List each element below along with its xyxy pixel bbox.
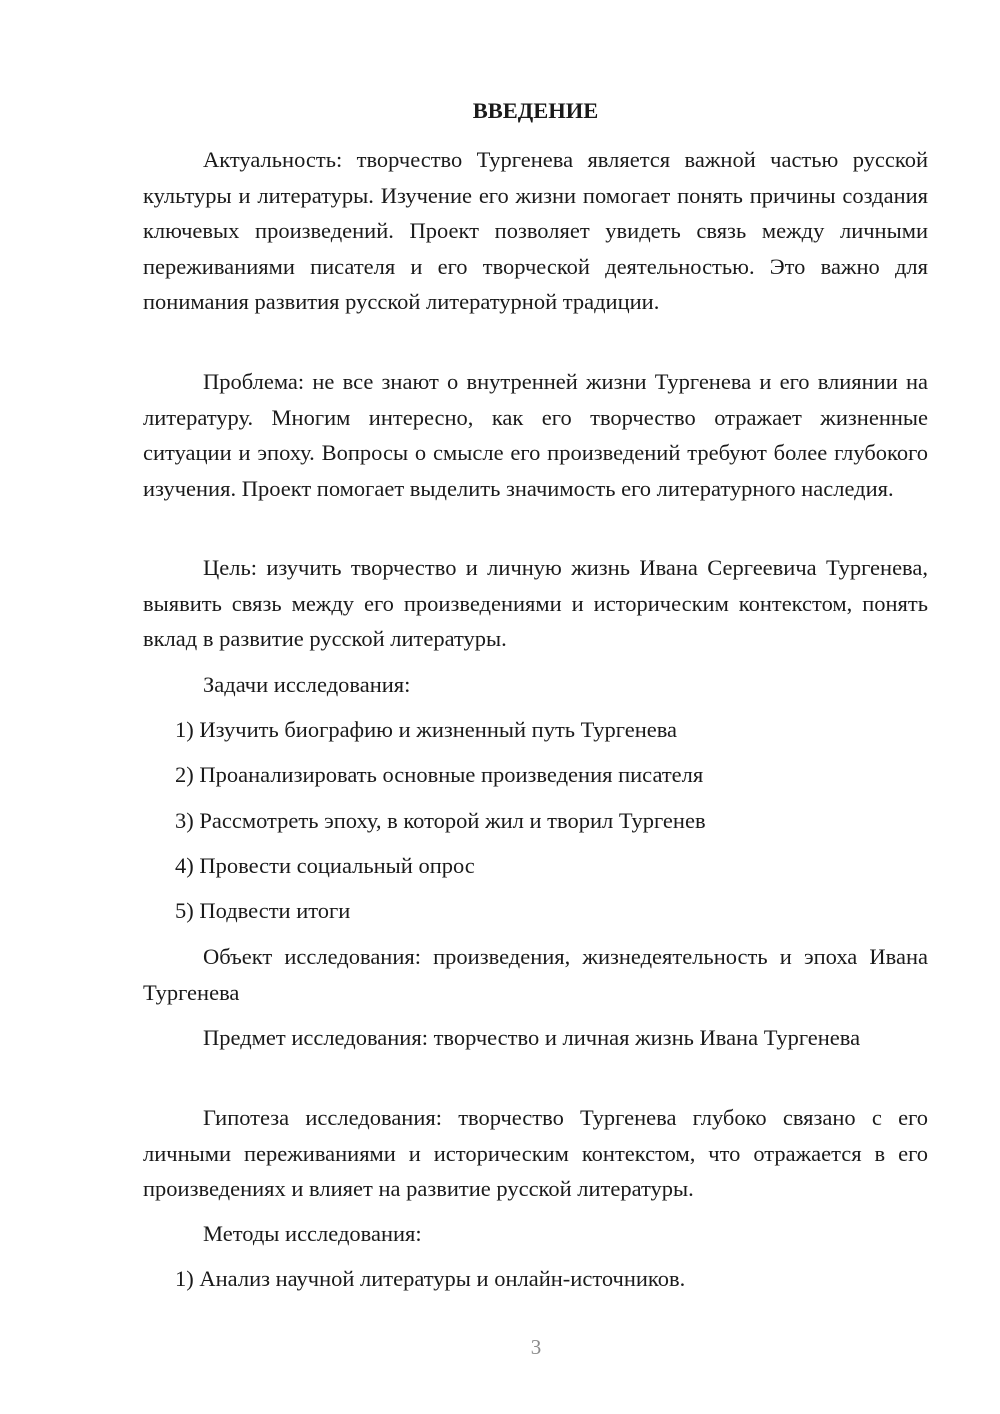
goal-paragraph: Цель: изучить творчество и личную жизнь Ивана Сергеевича Тургенева, выявить связь между его произведениями и историческим контекстом, понять вклад в развитие русской литературы. [143,555,928,651]
tasks-heading: Задачи исследования: [203,672,411,697]
task-item-1: 1) Изучить биографию и жизненный путь Тургенева [175,717,678,742]
method-item-1: 1) Анализ научной литературы и онлайн-источников. [175,1266,686,1291]
task-item-4: 4) Провести социальный опрос [175,853,475,878]
methods-heading: Методы исследования: [203,1221,422,1246]
task-item-5: 5) Подвести итоги [175,898,351,923]
subject-paragraph: Предмет исследования: творчество и личная жизнь Ивана Тургенева [203,1025,861,1050]
relevance-paragraph: Актуальность: творчество Тургенева является важной частью русской культуры и литературы. Изучение его жизни помогает понять причины создания ключевых произведений. Проект позволяет увидеть связь между личными переживаниями писателя и его творческой деятельностью. Это важно для понимания развития русской литературной традиции. [143,147,928,314]
page-title: ВВЕДЕНИЕ [472,98,599,123]
object-paragraph: Объект исследования: произведения, жизнедеятельность и эпоха Ивана Тургенева [143,944,928,1005]
task-item-3: 3) Рассмотреть эпоху, в которой жил и творил Тургенев [175,808,706,833]
hypothesis-paragraph: Гипотеза исследования: творчество Тургенева глубоко связано с его личными переживаниями и историческим контекстом, что отражается в его произведениях и влияет на развитие русской литературы. [143,1105,928,1201]
page-number: 3 [530,1335,542,1359]
task-item-2: 2) Проанализировать основные произведения писателя [175,762,704,787]
problem-paragraph: Проблема: не все знают о внутренней жизни Тургенева и его влиянии на литературу. Многим интересно, как его творчество отражает жизненные ситуации и эпоху. Вопросы о смысле его произведений требуют более глубокого изучения. Проект помогает выделить значимость его литературного наследия. [143,369,928,501]
